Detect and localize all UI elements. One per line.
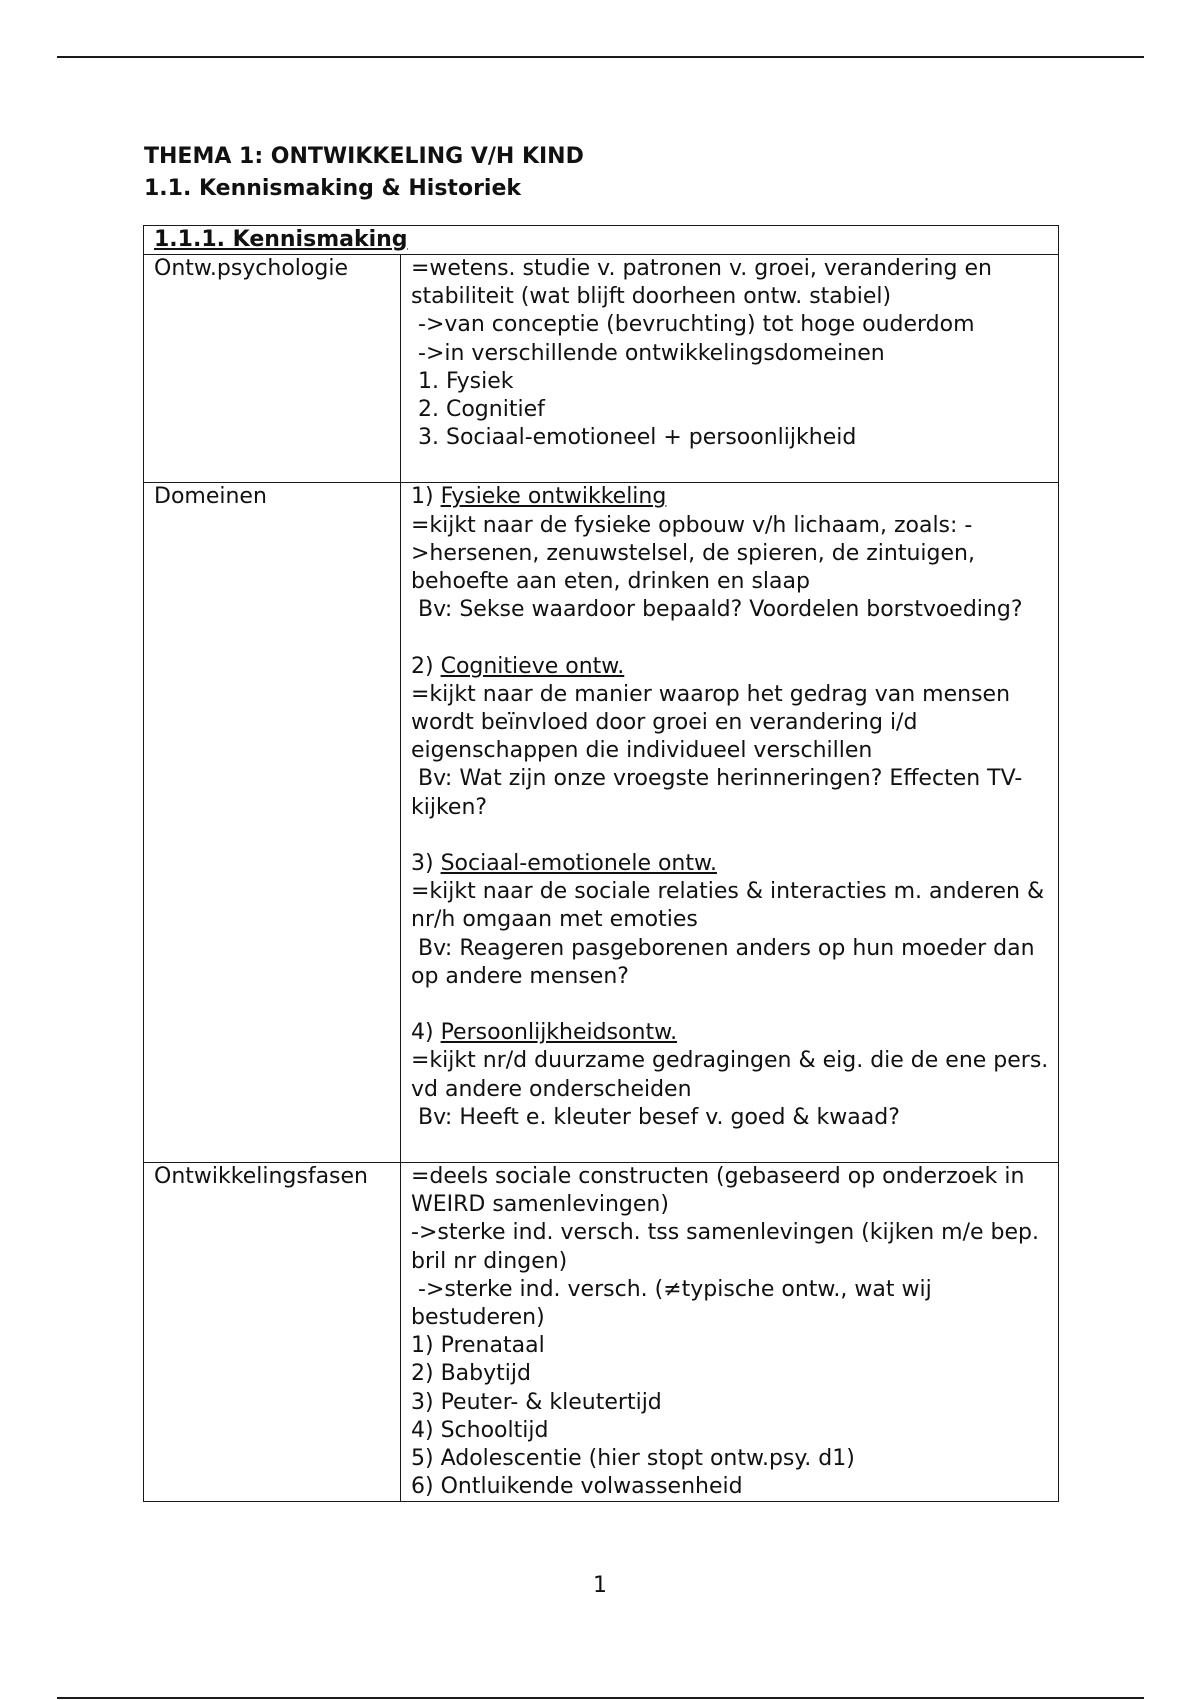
definition-line: ->sterke ind. versch. (≠typische ontw., wat wij bestuderen) (411, 1276, 939, 1331)
list-item: 2. Cognitief (411, 397, 545, 423)
domain-example: Bv: Sekse waardoor bepaald? Voordelen borstvoeding? (411, 597, 1023, 623)
domain-definition: =kijkt naar de sociale relaties & interacties m. anderen & nr/h omgaan met emoties (411, 879, 1052, 933)
definition-cell (401, 255, 1059, 483)
notes-table (143, 225, 1059, 1502)
domain-number: 3) (411, 851, 441, 877)
list-item: 1. Fysiek (411, 368, 514, 394)
domain-heading (411, 1019, 1049, 1047)
table-row (144, 255, 1059, 483)
footer-rule (57, 1697, 1144, 1699)
domain-heading (411, 653, 1049, 681)
domain-number: 2) (411, 653, 441, 679)
domain-definition: =kijkt naar de manier waarop het gedrag van mensen wordt beïnvloed door groei en verandering i/d eigenschappen die individueel verschillen (411, 681, 1018, 764)
domain-title: Persoonlijkheidsontw. (440, 1020, 678, 1046)
domain-block (411, 850, 1052, 1019)
domain-number: 4) (411, 1020, 441, 1046)
definition-line: ->in verschillende ontwikkelingsdomeinen (411, 340, 885, 366)
domain-block (411, 653, 1049, 850)
definition-cell (401, 1163, 1059, 1502)
table-subheading-row (144, 226, 1059, 255)
section-title: 1.1. Kennismaking & Historiek (144, 176, 522, 201)
domain-block (411, 483, 1049, 652)
header-rule (57, 56, 1144, 58)
definition-line: ->van conceptie (bevruchting) tot hoge ouderdom (411, 312, 975, 338)
domain-heading (411, 483, 1049, 511)
page-number: 1 (593, 1573, 607, 1598)
list-item: 6) Ontluikende volwassenheid (411, 1474, 743, 1500)
term-cell: Domeinen (144, 483, 401, 1163)
list-item: 2) Babytijd (411, 1361, 531, 1387)
definition-line: ->sterke ind. versch. tss samenlevingen (kijken m/e bep. bril nr dingen) (411, 1220, 1046, 1274)
domain-title: Cognitieve ontw. (440, 653, 625, 679)
definition-line: =deels sociale constructen (gebaseerd op onderzoek in WEIRD samenlevingen) (411, 1164, 1032, 1218)
definition-line: =wetens. studie v. patronen v. groei, verandering en stabiliteit (wat blijft doorheen ontw. stabiel) (411, 256, 999, 310)
table-row (144, 483, 1059, 1163)
table-subheading: 1.1.1. Kennismaking (144, 226, 1059, 255)
domain-example: Bv: Wat zijn onze vroegste herinneringen? Effecten TV-kijken? (411, 766, 1023, 820)
definition-cell (401, 483, 1059, 1163)
domain-block (411, 1019, 1056, 1132)
list-item: 5) Adolescentie (hier stopt ontw.psy. d1) (411, 1446, 855, 1472)
domain-title: Sociaal-emotionele ontw. (440, 851, 717, 877)
list-item: 3. Sociaal-emotioneel + persoonlijkheid (411, 425, 857, 451)
domain-number: 1) (411, 484, 441, 510)
domain-example: Bv: Reageren pasgeborenen anders op hun moeder dan op andere mensen? (411, 935, 1042, 989)
list-item: 4) Schooltijd (411, 1417, 549, 1443)
list-item: 1) Prenataal (411, 1333, 545, 1359)
term-cell: Ontw.psychologie (144, 255, 401, 483)
domain-title: Fysieke ontwikkeling (440, 484, 667, 510)
list-item: 3) Peuter- & kleutertijd (411, 1389, 662, 1415)
domain-heading (411, 850, 1049, 878)
domain-example: Bv: Heeft e. kleuter besef v. goed & kwaad? (411, 1104, 900, 1130)
term-cell: Ontwikkelingsfasen (144, 1163, 401, 1502)
table-row (144, 1163, 1059, 1502)
theme-title: THEMA 1: ONTWIKKELING V/H KIND (144, 144, 584, 169)
domain-definition: =kijkt nr/d duurzame gedragingen & eig. die de ene pers. vd andere onderscheiden (411, 1048, 1056, 1102)
domain-definition: =kijkt naar de fysieke opbouw v/h lichaam, zoals: ->hersenen, zenuwstelsel, de spieren, de zintuigen, behoefte aan eten, drinken en slaap (411, 512, 982, 595)
